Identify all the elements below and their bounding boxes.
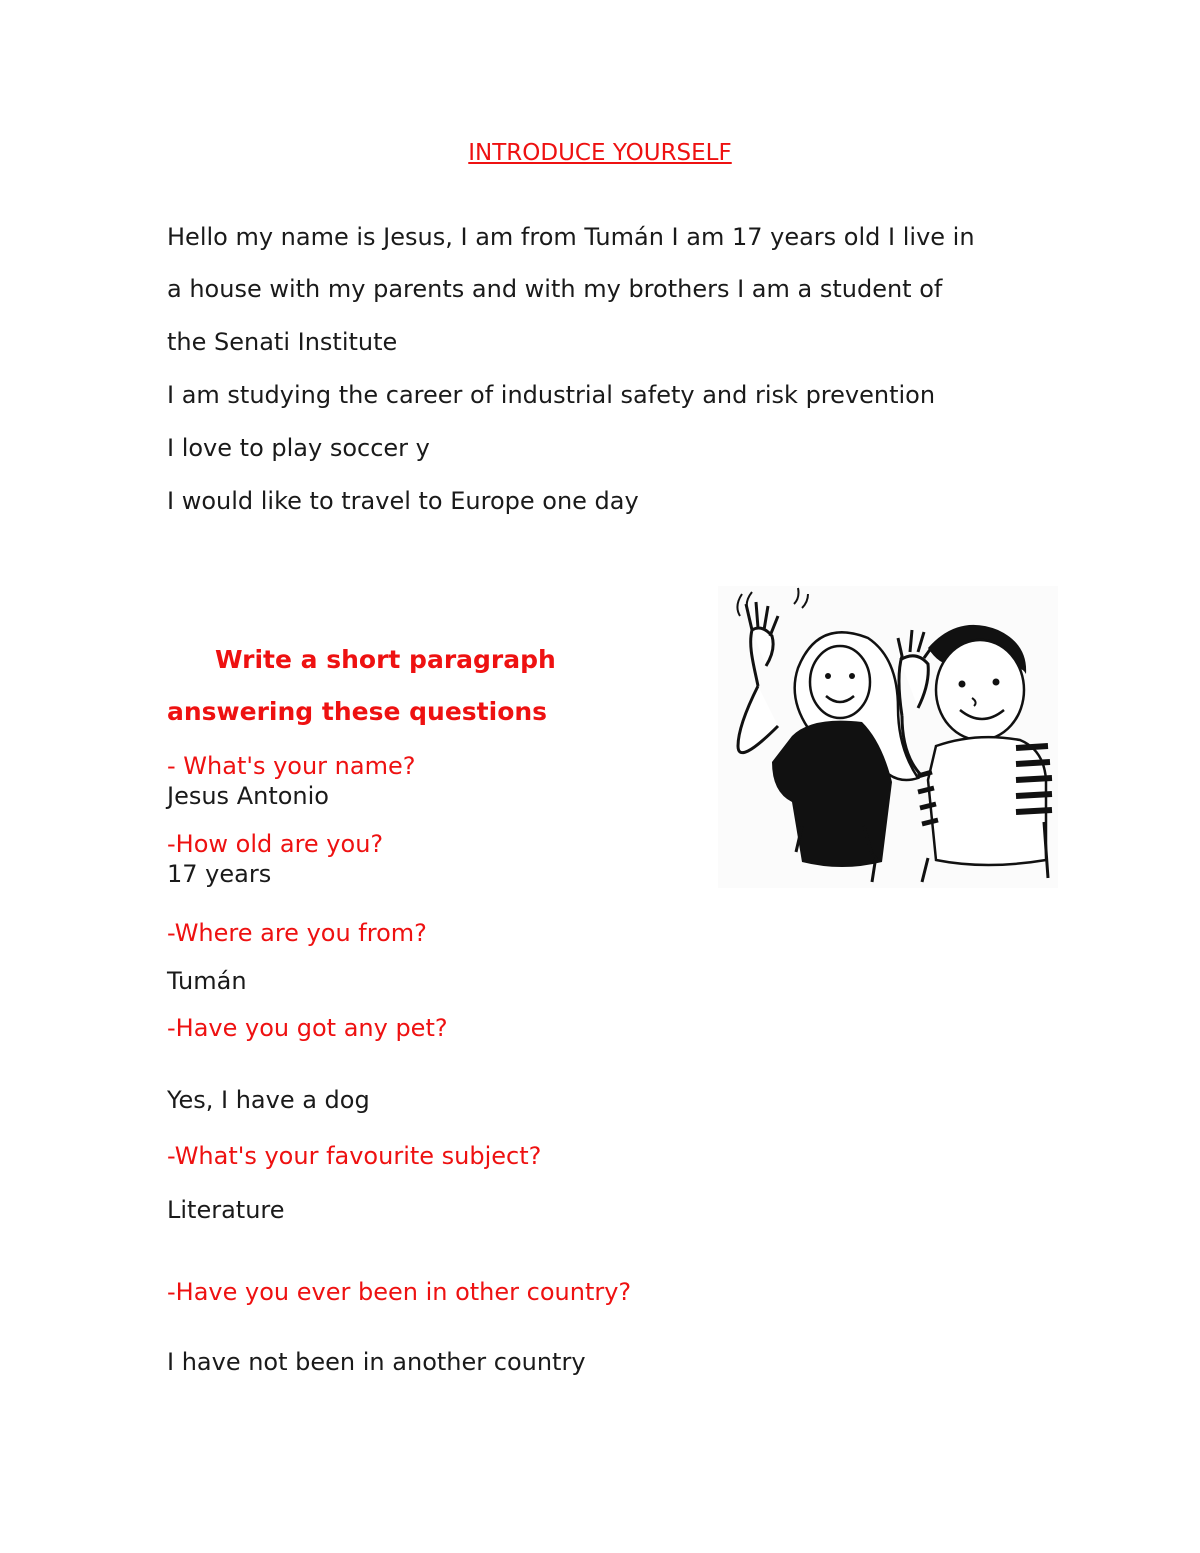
intro-line: a house with my parents and with my brothers I am a student of [167,275,943,303]
question: -Have you ever been in other country? [167,1278,632,1306]
question: -What's your favourite subject? [167,1142,542,1170]
intro-line: I love to play soccer y [167,434,430,462]
answer: 17 years [167,860,272,888]
intro-line: Hello my name is Jesus, I am from Tumán I am 17 years old I live in [167,223,975,251]
two-kids-waving-illustration [718,586,1058,888]
question: - What's your name? [167,752,416,780]
intro-line: the Senati Institute [167,328,398,356]
page-title: INTRODUCE YOURSELF [468,140,732,166]
task-heading-line: Write a short paragraph [215,645,556,674]
answer: Jesus Antonio [167,782,329,810]
task-heading-line: answering these questions [167,697,548,726]
answer: I have not been in another country [167,1348,586,1376]
intro-line: I would like to travel to Europe one day [167,487,639,515]
answer: Tumán [167,967,247,995]
question: -Have you got any pet? [167,1014,448,1042]
intro-line: I am studying the career of industrial safety and risk prevention [167,381,936,409]
answer: Yes, I have a dog [167,1086,370,1114]
question: -Where are you from? [167,919,427,947]
question: -How old are you? [167,830,384,858]
answer: Literature [167,1196,285,1224]
kids-illustration-svg [718,586,1058,888]
